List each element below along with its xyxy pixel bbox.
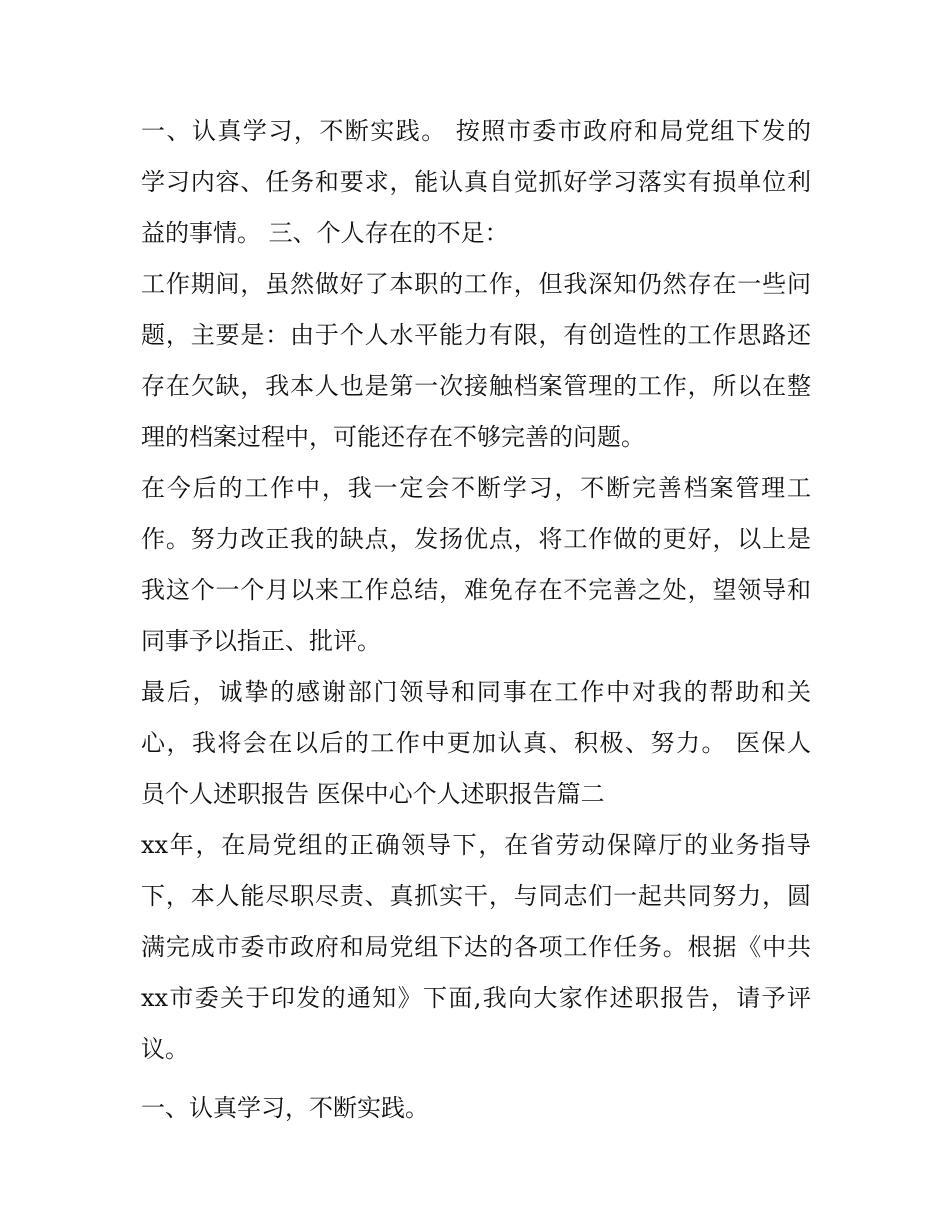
text-line: xx年，在局党组的正确领导下，在省劳动保障厅的业务指导 [141, 831, 811, 859]
document-body [141, 106, 811, 1134]
section-heading: 一、认真学习，不断实践。 [141, 1094, 429, 1122]
text-line: 心，我将会在以后的工作中更加认真、积极、努力。 医保人 [141, 729, 811, 757]
text-line: 一、认真学习，不断实践。 按照市委市政府和局党组下发的 [141, 117, 811, 145]
text-line: 学习内容、任务和要求，能认真自觉抓好学习落实有损单位利 [141, 168, 811, 196]
text-line: 在今后的工作中，我一定会不断学习，不断完善档案管理工 [141, 474, 811, 502]
text-line: 理的档案过程中，可能还存在不够完善的问题。 [141, 423, 645, 451]
text-line: xx市委关于印发的通知》下面,我向大家作述职报告，请予评 [141, 984, 811, 1012]
text-line: 员个人述职报告 医保中心个人述职报告篇二 [141, 780, 605, 808]
text-line: 作。努力改正我的缺点，发扬优点，将工作做的更好，以上是 [141, 525, 811, 553]
text-line: 题，主要是：由于个人水平能力有限，有创造性的工作思路还 [141, 321, 811, 349]
text-line: 益的事情。 三、个人存在的不足： [141, 219, 509, 247]
text-line: 工作期间，虽然做好了本职的工作，但我深知仍然存在一些问 [141, 270, 811, 298]
text-line: 同事予以指正、批评。 [141, 627, 381, 655]
text-line: 我这个一个月以来工作总结，难免存在不完善之处，望领导和 [141, 576, 811, 604]
text-line: 下，本人能尽职尽责、真抓实干，与同志们一起共同努力，圆 [141, 882, 811, 910]
text-line: 存在欠缺，我本人也是第一次接触档案管理的工作，所以在整 [141, 372, 811, 400]
text-line: 最后，诚挚的感谢部门领导和同事在工作中对我的帮助和关 [141, 678, 811, 706]
text-line: 满完成市委市政府和局党组下达的各项工作任务。根据《中共 [141, 933, 811, 961]
text-line: 议。 [141, 1035, 189, 1063]
